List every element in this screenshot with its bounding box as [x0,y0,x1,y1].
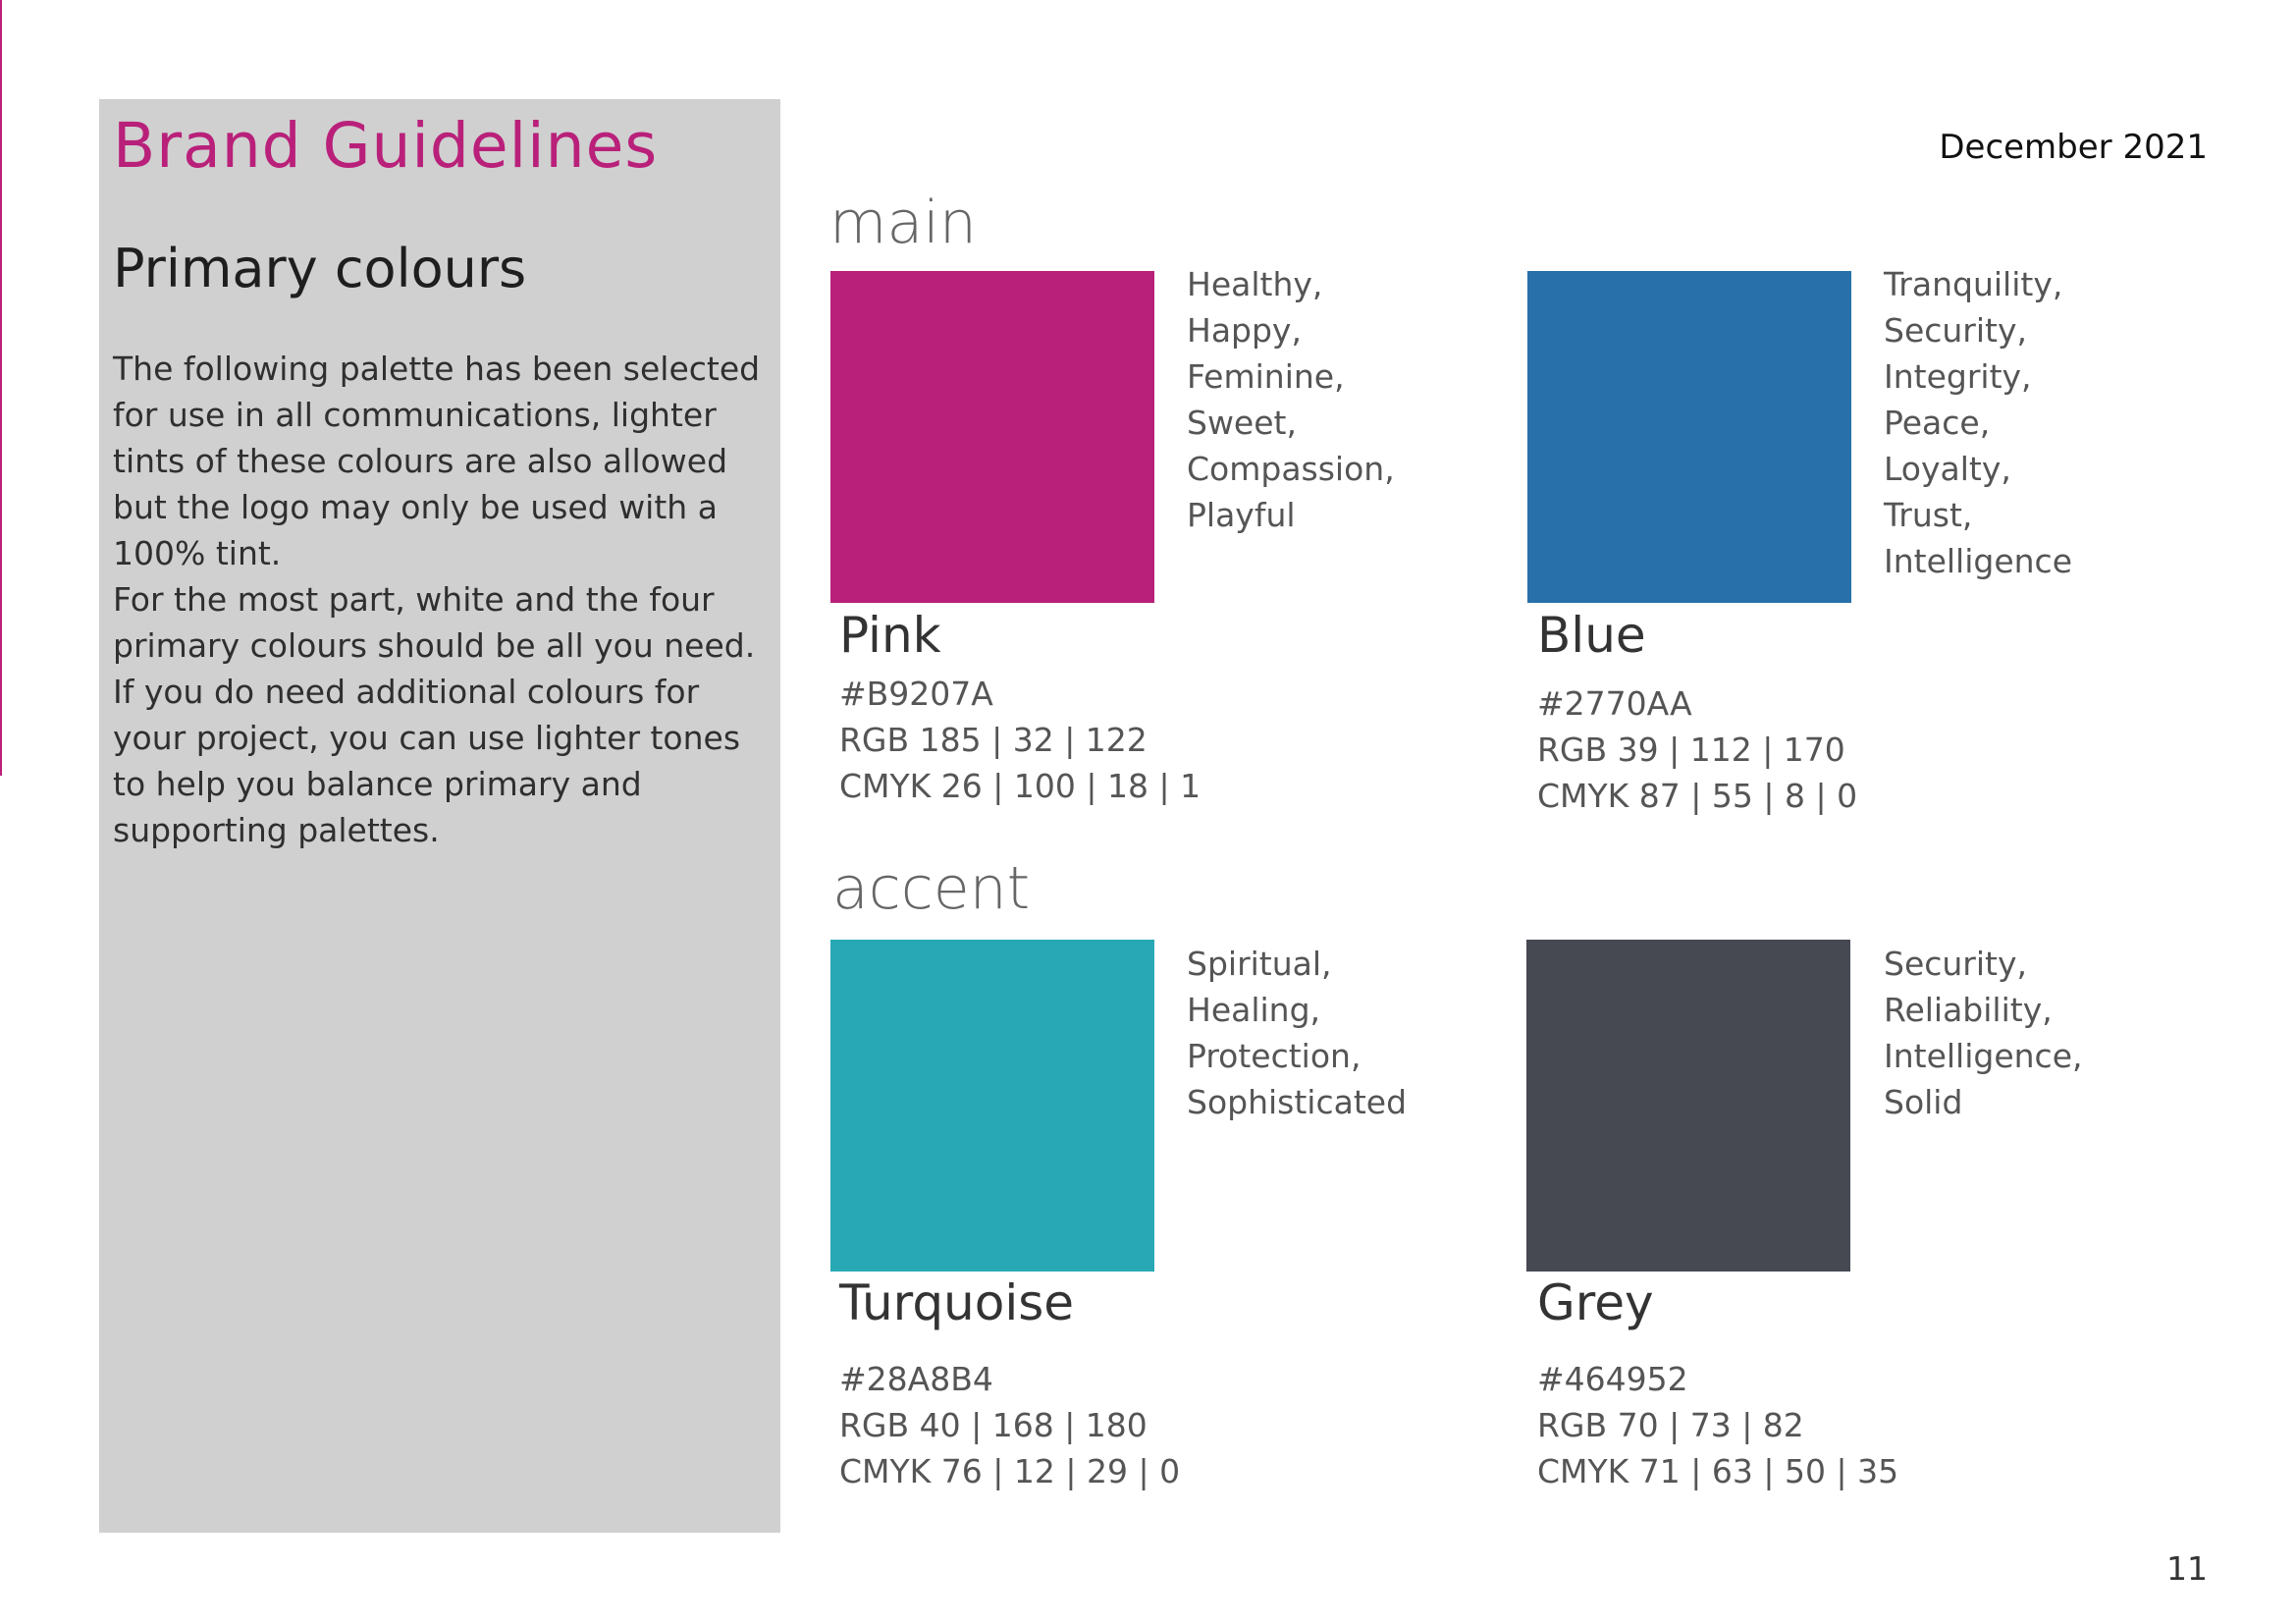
colour-hex-turquoise: #28A8B4 [839,1360,993,1398]
colour-rgb-pink: RGB 185 | 32 | 122 [839,721,1148,759]
trait-item: Sweet, [1187,404,1297,442]
colour-hex-grey: #464952 [1537,1360,1688,1398]
colour-swatch-turquoise [830,940,1154,1272]
document-title: Brand Guidelines [113,110,659,182]
trait-item: Sophisticated [1187,1083,1408,1121]
trait-item: Tranquility, [1884,265,2063,303]
colour-cmyk-blue: CMYK 87 | 55 | 8 | 0 [1537,777,1858,815]
colour-swatch-blue [1527,271,1851,603]
traits-list-blue [1884,261,2072,584]
intro-paragraph: The following palette has been selected for use in all communications, lighter tints of these colours are also allowed but the logo may only be used with a 100% tint. [113,350,761,572]
trait-item: Solid [1884,1083,1963,1121]
trait-item: Trust, [1884,496,1973,534]
colour-name-pink: Pink [839,607,941,664]
colour-cmyk-pink: CMYK 26 | 100 | 18 | 1 [839,767,1201,805]
group-label-accent: accent [832,854,1031,923]
trait-item: Peace, [1884,404,1991,442]
colour-rgb-turquoise: RGB 40 | 168 | 180 [839,1406,1148,1444]
colour-name-blue: Blue [1537,607,1646,664]
trait-item: Protection, [1187,1037,1362,1075]
colour-name-turquoise: Turquoise [839,1274,1075,1331]
trait-item: Intelligence [1884,542,2073,580]
colour-name-grey: Grey [1537,1274,1654,1331]
trait-item: Loyalty, [1884,450,2011,488]
colour-specs-grey [1537,1356,1898,1494]
colour-swatch-grey [1526,940,1850,1272]
colour-specs-blue [1537,680,1857,819]
guidance-paragraph: For the most part, white and the four primary colours should be all you need. If you do need additional colours for your project, you can use lighter tones to help you balance primary and supporting palettes. [113,580,756,849]
trait-item: Healthy, [1187,265,1323,303]
traits-list-turquoise [1187,941,1407,1125]
colour-cmyk-turquoise: CMYK 76 | 12 | 29 | 0 [839,1452,1181,1490]
group-label-main: main [829,189,977,257]
colour-swatch-pink [830,271,1154,603]
page-number: 11 [2166,1549,2208,1588]
document-date: December 2021 [1939,128,2208,167]
trait-item: Reliability, [1884,991,2053,1029]
colour-cmyk-grey: CMYK 71 | 63 | 50 | 35 [1537,1452,1899,1490]
trait-item: Feminine, [1187,357,1345,396]
colour-rgb-grey: RGB 70 | 73 | 82 [1537,1406,1804,1444]
section-title: Primary colours [113,238,527,299]
trait-item: Intelligence, [1884,1037,2083,1075]
colour-hex-pink: #B9207A [839,675,993,713]
traits-list-pink [1187,261,1395,538]
colour-hex-blue: #2770AA [1537,684,1692,723]
trait-item: Playful [1187,496,1296,534]
colour-specs-turquoise [839,1356,1180,1494]
colour-specs-pink [839,671,1201,809]
trait-item: Spiritual, [1187,945,1332,983]
trait-item: Compassion, [1187,450,1395,488]
trait-item: Healing, [1187,991,1321,1029]
trait-item: Security, [1884,311,2028,350]
edge-accent-line [0,0,2,776]
trait-item: Security, [1884,945,2028,983]
trait-item: Integrity, [1884,357,2032,396]
colour-rgb-blue: RGB 39 | 112 | 170 [1537,731,1845,769]
trait-item: Happy, [1187,311,1302,350]
traits-list-grey [1884,941,2083,1125]
